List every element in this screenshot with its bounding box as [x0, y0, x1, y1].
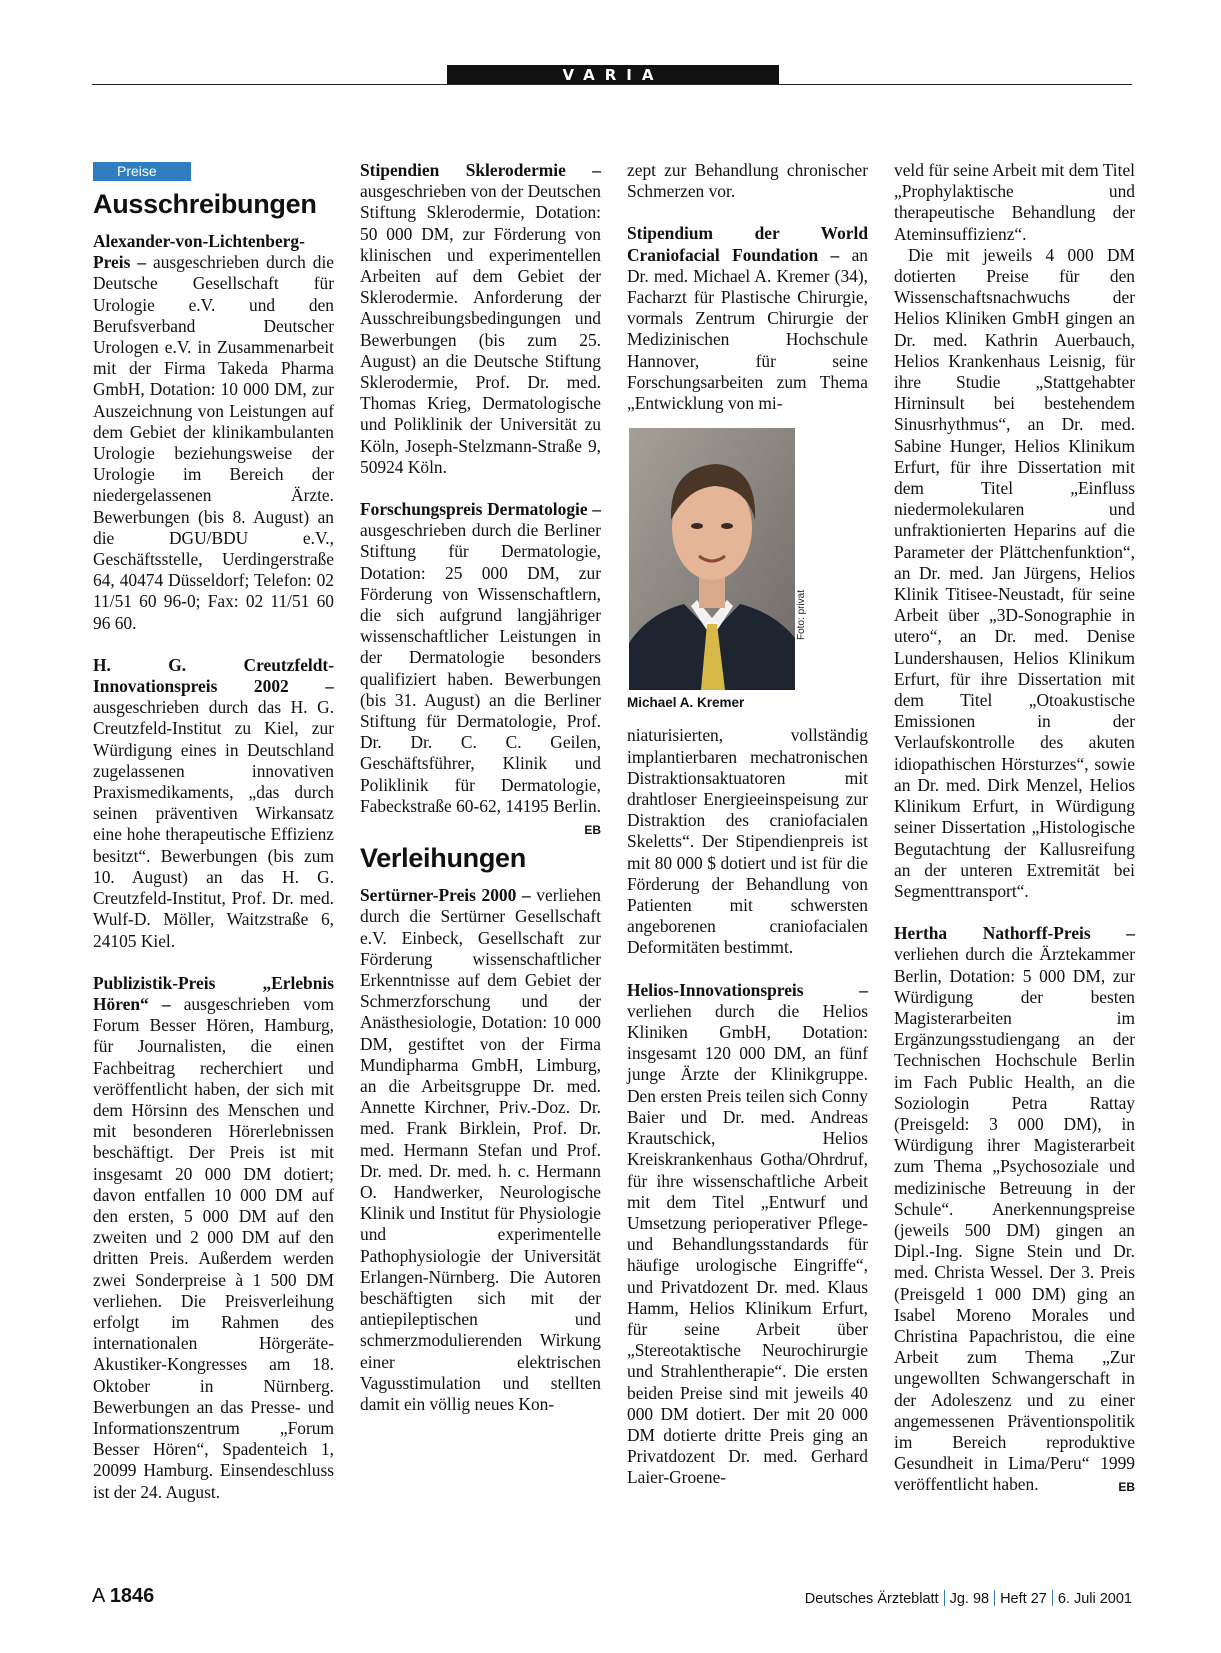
page-number — [92, 1585, 154, 1608]
portrait-illustration — [629, 428, 795, 690]
article-body-continued: niaturisierten, vollständig implantierbaren mechatronischen Distraktionsaktuatoren mit drahtloser Energieeinspeisung zur Distraktion des craniofacialen Skeletts“. Der Stipendienpreis ist mit 80 000 $ dotiert und ist für die Förderung der Behandlung von Patienten mit schwersten angeborenen craniofacialen Deformitäten bestimmt. — [627, 725, 868, 958]
column-4 — [894, 160, 1135, 1499]
article-paragraph: Die mit jeweils 4 000 DM dotierten Preise für den Wissenschaftsnachwuchs der Helios Kliniken GmbH gingen an Dr. med. Kathrin Auerbauch, Helios Krankenhaus Leisnig, für ihre Studie „Stattgehabter Hirninsult bei bestehendem Sinusrhythmus“, an Dr. med. Sabine Hunger, Helios Klinikum Erfurt, für ihre Dissertation mit dem Titel „Einfluss niedermolekularen und unfraktionierten Heparins auf die Parameter der Plättchenfunktion“, an Dr. med. Jan Jürgens, Helios Klinik Titisee-Neustadt, für seine Arbeit über „3D-Sonographie in utero“, an Dr. med. Denise Lundershausen, Helios Klinikum Erfurt, für ihre Dissertation mit dem Titel „Otoakustische Emissionen in der Verlaufskontrolle des akuten idiopathischen Hörsturzes“, sowie an Dr. med. Dirk Menzel, Helios Klinikum Erfurt, in Würdigung seiner Dissertation „Histologische Begutachtung der Kallusreifung an der unteren Extremität bei Segmenttransport“. — [894, 244, 1135, 901]
article-stipendien-sklerodermie — [360, 160, 601, 478]
article-helios-innovationspreis — [627, 980, 868, 1489]
page-prefix: A — [92, 1585, 105, 1607]
section-header: VARIA — [447, 65, 779, 85]
article-body: ausgeschrieben durch das H. G. Creutzfeld-Institut zu Kiel, zur Würdigung eines in Deutschland zugelassenen innovativen Praxismedikaments, „das durch seinen präventiven Wirkansatz eine hohe therapeutische Effizienz besitzt“. Bewerbungen (bis zum 10. August) an das H. G. Creutzfeld-Institut, Prof. Dr. med. Wulf-D. Möller, Waitzstraße 6, 24105 Kiel. — [93, 697, 334, 951]
journal-date: 6. Juli 2001 — [1057, 1591, 1132, 1607]
article-body: ausgeschrieben von der Deutschen Stiftung Sklerodermie, Dotation: 50 000 DM, zur Förderung von klinischen und experimentellen Arbeiten auf dem Gebiet der Sklerodermie. Anforderung der Ausschreibungsbedingungen und Bewerbungen (bis zum 25. August) an die Deutsche Stiftung Sklerodermie, Prof. Dr. med. Thomas Krieg, Dermatologische und Poliklinik der Universität zu Köln, Joseph-Stelzmann-Straße 9, 50924 Köln. — [360, 181, 601, 477]
article-forschungspreis-dermatologie — [360, 499, 601, 838]
article-body: an Dr. med. Michael A. Kremer (34), Facharzt für Plastische Chirurgie, vormals Zentrum Chirurgie der Medizinischen Hochschule Hannover, für seine Forschungsarbeiten zum Thema „Entwicklung von mi- — [627, 244, 868, 414]
article-publizistik-preis — [93, 973, 334, 1503]
photo-credit: Foto: privat — [796, 589, 807, 640]
category-tag: Preise — [93, 162, 191, 181]
author-initials: EB — [1118, 1480, 1135, 1495]
column-1 — [93, 160, 334, 1503]
journal-issue: Heft 27 — [1000, 1591, 1047, 1607]
article-continuation: veld für seine Arbeit mit dem Titel „Prophylaktische und therapeutische Behandlung der Ateminsuffizienz“. — [894, 160, 1135, 244]
article-title: H. G. Creutzfeldt-Innovationspreis 2002 – — [93, 654, 334, 697]
section-heading-ausschreibungen: Ausschreibungen — [93, 189, 317, 219]
article-nathorff-preis — [894, 923, 1135, 1495]
article-creutzfeldt-preis — [93, 655, 334, 952]
article-title: Hertha Nathorff-Preis – — [894, 923, 1135, 944]
article-world-craniofacial — [627, 223, 868, 414]
portrait-photo — [629, 428, 795, 690]
divider — [1052, 1590, 1053, 1606]
article-body: verliehen durch die Ärztekammer Berlin, Dotation: 5 000 DM, zur Würdigung der besten Magisterarbeiten im Ergänzungsstudiengang an der Technischen Hochschule Berlin im Fach Public Health, an die Soziologin Petra Rattay (Preisgeld: 3 000 DM), in Würdigung ihrer Magisterarbeit zum Thema „Psychosoziale und medizinische Betreuung in der Schule“. Anerkennungspreise (jeweils 500 DM) gingen an Dipl.-Ing. Signe Stein und Dr. med. Christa Wessel. Der 3. Preis (Preisgeld 1 000 DM) ging an Isabel Moreno Morales und Christina Papachristou, die eine Arbeit zum Thema „Zur ungewollten Schwangerschaft in der Adoleszenz und zu einer angemessenen Präventionspolitik im Bereich reproduktive Gesundheit in Lima/Peru“ 1999 veröffentlicht haben. — [894, 944, 1135, 1495]
column-2 — [360, 160, 601, 1415]
article-body: verliehen durch die Helios Kliniken GmbH, Dotation: insgesamt 120 000 DM, an fünf junge Ärzte der Klinikgruppe. Den ersten Preis teilen sich Conny Baier und Dr. med. Andreas Krautschick, Helios Kreiskrankenhaus Gotha/Ohrdruf, für ihre wissenschaftliche Arbeit mit dem Titel „Entwurf und Umsetzung perioperativer Pflege- und Behandlungsstandards für häufige urologische Eingriffe“, und Privatdozent Dr. med. Klaus Hamm, Helios Klinikum Erfurt, für seine Arbeit über „Stereotaktische Neurochirurgie und Strahlentherapie“. Die ersten beiden Preise sind mit jeweils 40 000 DM dotiert. Der mit 20 000 DM dotierte dritte Preis ging an Privatdozent Dr. med. Gerhard Laier-Groene- — [627, 1000, 868, 1488]
article-continuation: zept zur Behandlung chronischer Schmerzen vor. — [627, 160, 868, 202]
journal-volume: Jg. 98 — [949, 1591, 990, 1607]
divider — [944, 1590, 945, 1606]
journal-name: Deutsches Ärzteblatt — [804, 1591, 939, 1607]
article-title: Forschungspreis Dermatologie – — [360, 499, 601, 520]
section-heading-verleihungen: Verleihungen — [360, 843, 526, 874]
article-title: Helios-Innovationspreis – — [627, 979, 868, 1000]
article-title: Stipendien Sklerodermie – — [360, 160, 601, 180]
article-title: Alexander-von-Lichtenberg-Preis – — [93, 231, 305, 273]
article-title: Publizistik-Preis „Erlebnis Hören“ – — [93, 972, 334, 1014]
article-lichtenberg-preis — [93, 231, 334, 634]
page-number-value: 1846 — [109, 1585, 155, 1607]
journal-footer — [805, 1590, 1132, 1607]
article-body: verliehen durch die Sertürner Gesellschaft e.V. Einbeck, Gesellschaft zur Förderung wissenschaftlicher Erkenntnisse auf dem Gebiet der Schmerzforschung und der Anästhesiologie, Dotation: 10 000 DM, gestiftet von der Firma Mundipharma GmbH, Limburg, an die Arbeitsgruppe Dr. med. Annette Kirchner, Priv.-Doz. Dr. med. Frank Birklein, Prof. Dr. med. Hermann Stefan und Prof. Dr. med. Dr. med. h. c. Hermann O. Handwerker, Neurologische Klinik und Institut für Physiologie und experimentelle Pathophysiologie der Universität Erlangen-Nürnberg. Die Autoren beschäftigten sich mit der antiepileptischen und schmerzmodulierenden Wirkung einer elektrischen Vagusstimulation und stellten damit ein völlig neues Kon- — [360, 885, 601, 1414]
author-initials: EB — [584, 823, 601, 838]
divider — [994, 1590, 995, 1606]
article-serturner-preis — [360, 885, 601, 1415]
header-rule — [92, 84, 1132, 85]
photo-caption: Michael A. Kremer — [627, 695, 745, 711]
column-3 — [627, 160, 868, 1489]
article-body: ausgeschrieben durch die Deutsche Gesellschaft für Urologie e.V. und den Berufsverband Deutscher Urologen e.V. in Zusammenarbeit mit der Firma Takeda Pharma GmbH, Dotation: 10 000 DM, zur Auszeichnung von Leistungen auf dem Gebiet der klinikambulanten Urologie beziehungsweise der Urologie im Bereich der niedergelassenen Ärzte. Bewerbungen (bis 8. August) an die DGU/BDU e.V., Geschäftsstelle, Uerdingerstraße 64, 40474 Düsseldorf; Telefon: 02 11/51 60 96-0; Fax: 02 11/51 60 96 60. — [93, 252, 334, 633]
article-title: Sertürner-Preis 2000 – — [360, 885, 531, 906]
article-body: ausgeschrieben durch die Berliner Stiftung für Dermatologie, Dotation: 25 000 DM, zur Förderung von Wissenschaftlern, die sich aufgrund langjähriger wissenschaftlicher Leistungen in der Dermatologie besonders qualifiziert haben. Bewerbungen (bis 31. August) an die Berliner Stiftung für Dermatologie, Prof. Dr. Dr. C. C. Geilen, Geschäftsführer, Klinik und Poliklinik für Dermatologie, Fabeckstraße 60-62, 14195 Berlin. — [360, 520, 601, 816]
article-body: ausgeschrieben vom Forum Besser Hören, Hamburg, für Journalisten, die einen Fachbeitrag recherchiert und veröffentlicht haben, der sich mit dem Hörsinn des Menschen und mit besonderen Hörerlebnissen beschäftigt. Der Preis ist mit insgesamt 20 000 DM dotiert; davon entfallen 10 000 DM auf den ersten, 5 000 DM auf den zweiten und 2 000 DM auf den dritten Preis. Außerdem werden zwei Sonderpreise à 1 500 DM verliehen. Die Preisverleihung erfolgt im Rahmen des internationalen Hörgeräte-Akustiker-Kongresses am 18. Oktober in Nürnberg. Bewerbungen an das Presse- und Informationszentrum „Forum Besser Hören“, Spadenteich 1, 20099 Hamburg. Einsendeschluss ist der 24. August. — [93, 993, 334, 1502]
article-title: Stipendium der World Craniofacial Foundation – — [627, 223, 868, 265]
